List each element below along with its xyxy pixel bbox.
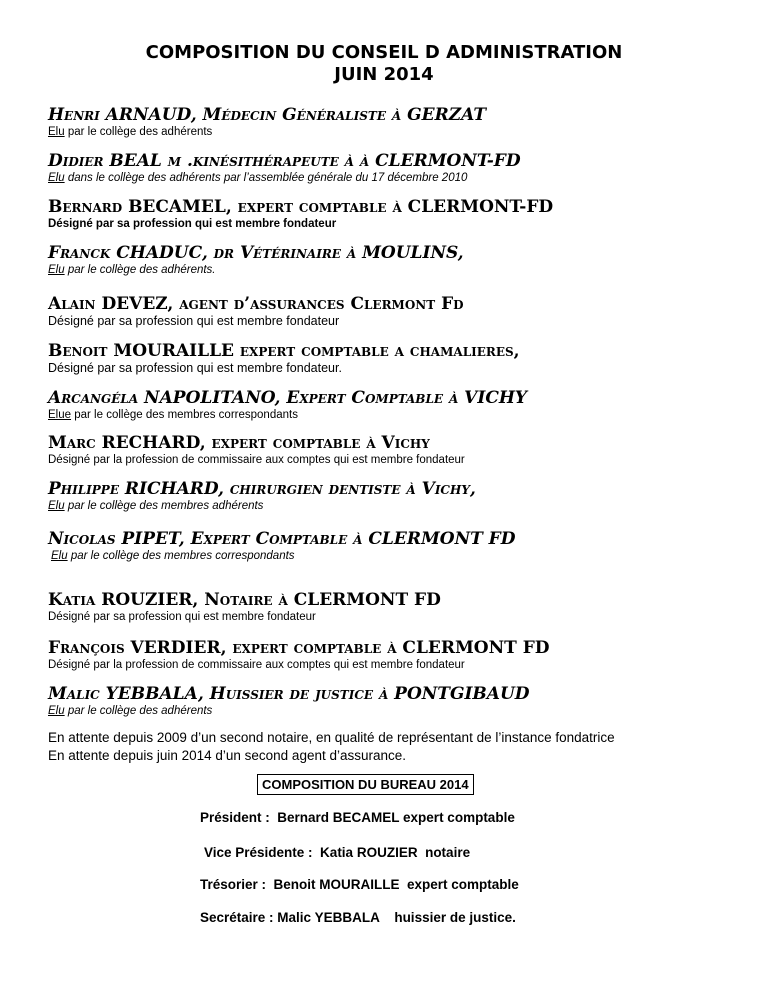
member-entry <box>48 433 738 467</box>
member-entry <box>48 341 738 375</box>
member-note-text: Désigné par sa profession qui est membre fondateur <box>48 314 340 328</box>
member-heading <box>48 638 738 658</box>
member-note-text: par le collège des membres correspondants <box>71 409 298 421</box>
member-note-text: Désigné par la profession de commissaire aux comptes qui est membre fondateur <box>48 454 465 466</box>
member-entry <box>48 479 738 513</box>
member-note <box>48 453 738 467</box>
member-note <box>48 217 738 231</box>
member-note-verb: Elue <box>48 409 72 421</box>
member-heading <box>48 529 738 549</box>
member-title: , Notaire à CLERMONT FD <box>192 590 441 610</box>
member-note-text: par le collège des membres correspondants <box>67 550 295 562</box>
member-heading <box>48 590 738 610</box>
document-title-line-2: JUIN 2014 <box>334 64 434 85</box>
member-title: , dr Vétérinaire à MOULINS, <box>201 243 464 263</box>
member-name: Malic YEBBALA <box>48 684 198 704</box>
member-name: Katia ROUZIER <box>48 590 193 610</box>
member-heading <box>48 294 738 314</box>
member-note <box>48 314 738 328</box>
member-note-text: par le collège des adhérents <box>64 126 213 138</box>
member-note-verb: Elu <box>48 500 65 512</box>
member-heading <box>48 243 738 263</box>
member-name: François VERDIER <box>48 638 221 658</box>
member-entry <box>48 388 738 422</box>
bureau-heading: COMPOSITION DU BUREAU 2014 <box>257 774 474 795</box>
member-name: Arcangéla NAPOLITANO <box>48 388 275 408</box>
member-note <box>48 610 738 624</box>
bureau-president: Président : Bernard BECAMEL expert comptable <box>200 810 515 825</box>
member-note-text: par le collège des membres adhérents <box>64 500 264 512</box>
member-title: , Huissier de justice à PONTGIBAUD <box>197 684 530 704</box>
member-note-text: par le collège des adhérents. <box>64 264 216 276</box>
member-heading <box>48 433 738 453</box>
bureau-secretaire: Secrétaire : Malic YEBBALA huissier de justice. <box>200 910 516 925</box>
member-note-text: Désigné par sa profession qui est membre fondateur. <box>48 361 342 375</box>
member-heading <box>48 151 738 171</box>
member-title: , expert comptable à Vichy <box>199 433 430 453</box>
member-name: Nicolas PIPET <box>48 529 179 549</box>
member-note-text: Désigné par la profession de commissaire aux comptes qui est membre fondateur <box>48 659 465 671</box>
member-note <box>48 499 738 513</box>
member-note <box>48 171 738 185</box>
member-name: Philippe RICHARD <box>48 479 219 499</box>
member-entry <box>48 197 738 231</box>
pending-note: En attente depuis 2009 d’un second notaire, en qualité de représentant de l’instance fondatrice <box>48 730 615 745</box>
member-note <box>48 361 738 375</box>
member-name: Marc RECHARD <box>48 433 200 453</box>
member-note <box>48 704 738 718</box>
member-title: expert comptable a chamalieres, <box>233 341 520 361</box>
member-name: Didier BEAL m . <box>48 151 193 171</box>
member-note-text: dans le collège des adhérents par l’assemblée générale du 17 décembre 2010 <box>64 172 468 184</box>
member-note <box>48 408 738 422</box>
member-name: Franck CHADUC <box>48 243 202 263</box>
member-title: , Médecin Généraliste à GERZAT <box>190 105 487 125</box>
pending-notes <box>48 729 748 765</box>
member-note <box>48 658 738 672</box>
member-note-verb: Elu <box>48 264 65 276</box>
document-title-line-1: COMPOSITION DU CONSEIL D ADMINISTRATION <box>145 42 623 63</box>
member-note-verb: Elu <box>48 705 65 717</box>
member-name: Henri ARNAUD <box>48 105 191 125</box>
member-name: Bernard BECAMEL <box>48 197 226 217</box>
member-note-text: par le collège des adhérents <box>64 705 213 717</box>
member-note-verb: Elu <box>51 550 68 562</box>
member-name: Alain DEVEZ <box>48 294 168 314</box>
member-entry <box>48 684 738 718</box>
member-entry <box>48 151 738 185</box>
member-entry <box>48 590 738 624</box>
member-heading <box>48 479 738 499</box>
member-heading <box>48 105 738 125</box>
member-title: , Expert Comptable à VICHY <box>274 388 528 408</box>
member-entry <box>48 638 738 672</box>
member-heading <box>48 341 738 361</box>
bureau-vice-presidente: Vice Présidente : Katia ROUZIER notaire <box>204 845 471 860</box>
member-title: kinésithérapeute à à CLERMONT-FD <box>192 151 521 171</box>
member-entry <box>48 294 738 328</box>
member-entry <box>48 529 738 563</box>
member-note-text: Désigné par sa profession qui est membre fondateur <box>48 218 337 230</box>
member-note-verb: Elu <box>48 126 65 138</box>
member-note-text: Désigné par sa profession qui est membre fondateur <box>48 611 316 623</box>
bureau-tresorier: Trésorier : Benoit MOURAILLE expert comptable <box>200 877 519 892</box>
member-name: Benoit MOURAILLE <box>48 341 234 361</box>
member-note <box>48 125 738 139</box>
member-heading <box>48 197 738 217</box>
member-entry <box>48 243 738 277</box>
member-note-verb: Elu <box>48 172 65 184</box>
member-title: , expert comptable à CLERMONT-FD <box>225 197 554 217</box>
member-note <box>48 263 738 277</box>
member-title: , chirurgien dentiste à Vichy, <box>218 479 476 499</box>
member-title: , agent d’assurances Clermont Fd <box>167 294 464 314</box>
member-title: , Expert Comptable à CLERMONT FD <box>178 529 516 549</box>
member-heading <box>48 684 738 704</box>
member-heading <box>48 388 738 408</box>
member-entry <box>48 105 738 139</box>
pending-note: En attente depuis juin 2014 d’un second agent d’assurance. <box>48 748 407 763</box>
member-note <box>48 549 738 563</box>
member-title: , expert comptable à CLERMONT FD <box>220 638 550 658</box>
